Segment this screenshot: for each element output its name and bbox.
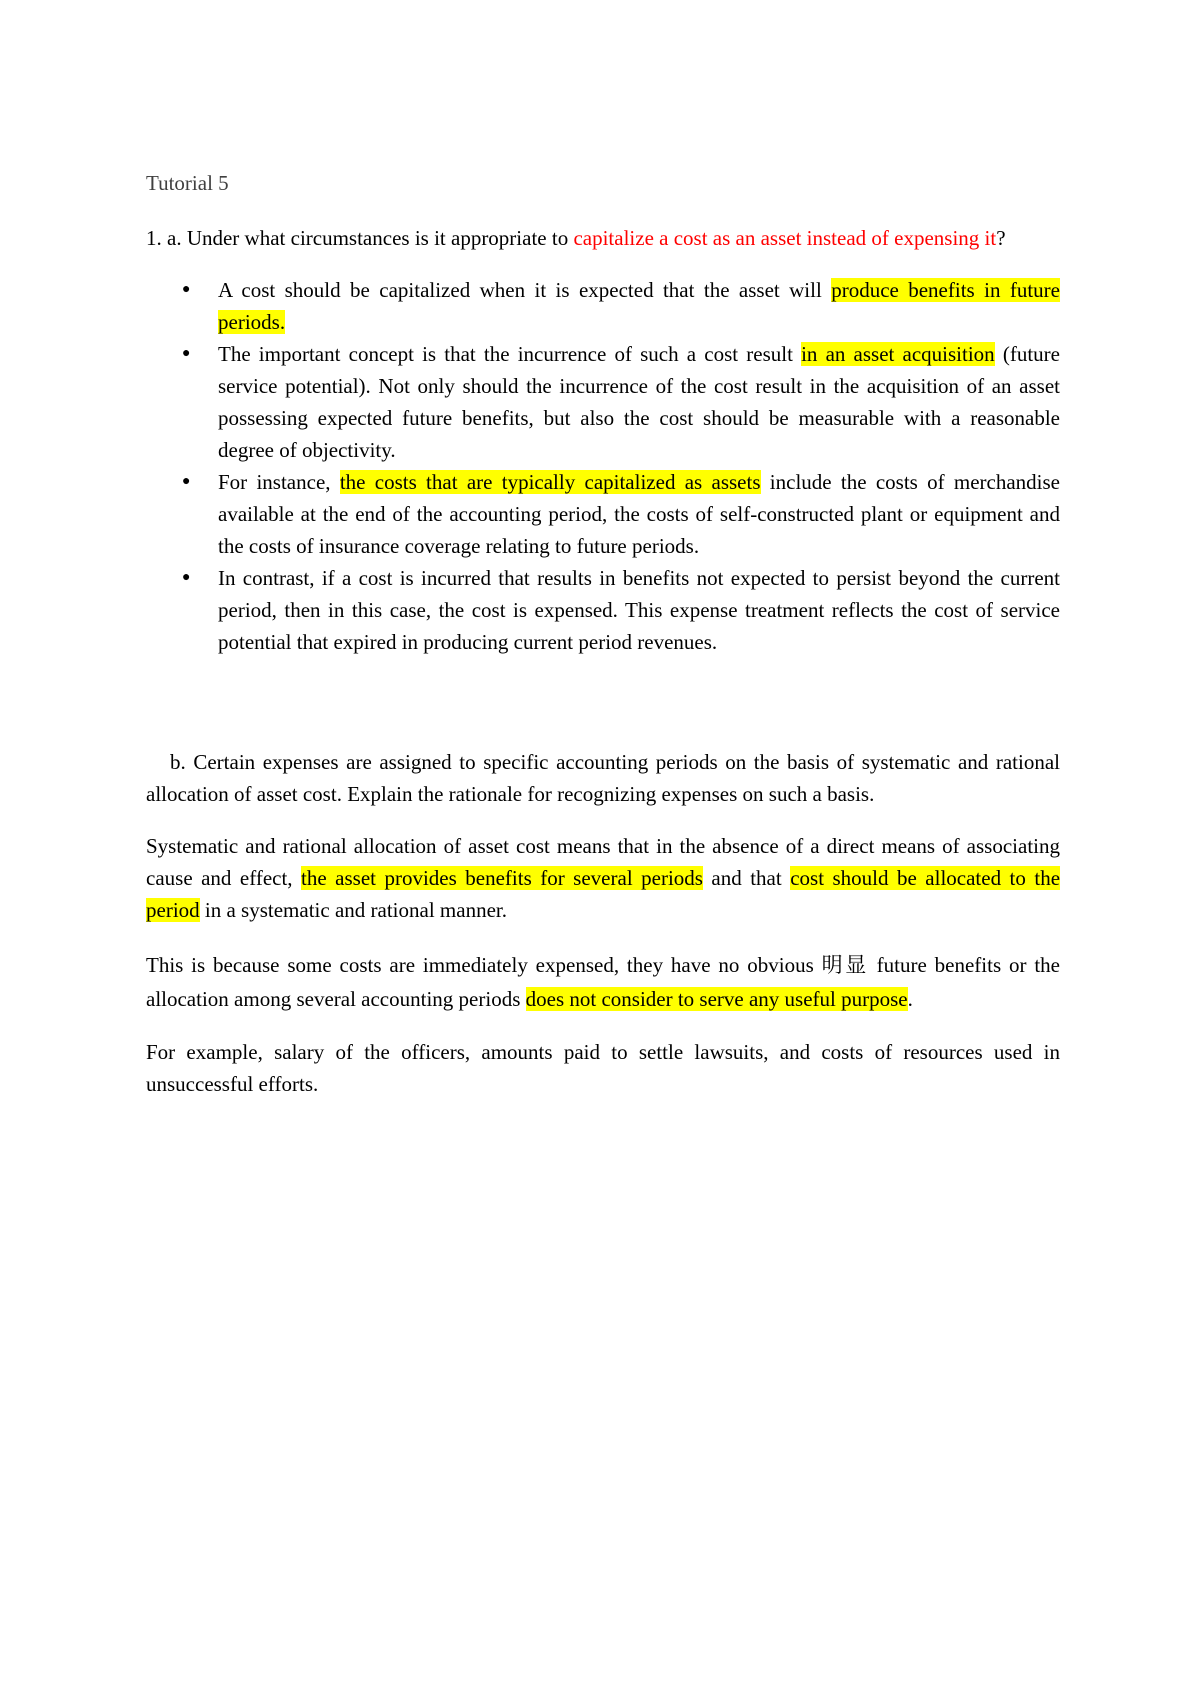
question-a-suffix: ? (996, 226, 1006, 250)
paragraph-text: Systematic and rational allocation of asset cost means that in the absence of a direct means of associating cause and effect, (146, 834, 1060, 890)
bullet-item (182, 466, 1061, 562)
highlighted-text: in an asset acquisition (801, 342, 995, 366)
bullet-icon: ● (182, 570, 191, 585)
bullet-icon: ● (182, 346, 191, 361)
question-a-prefix: 1. a. Under what circumstances is it appropriate to (146, 226, 574, 250)
highlighted-text: the asset provides benefits for several periods (301, 866, 703, 890)
bullet-item (182, 562, 1060, 658)
highlighted-text: produce benefits in future periods. (218, 278, 1060, 334)
bullet-text: (future service potential). Not only should the incurrence of the cost result in the acquisition of an asset possessing expected future benefits, but also the cost should be measurable with a reasonable degree of objectivity. (218, 342, 1060, 462)
highlighted-text: the costs that are typically capitalized as assets (339, 470, 761, 494)
paragraph-text: in a systematic and rational manner. (199, 898, 507, 922)
highlighted-text: does not consider to serve any useful purpose (525, 987, 908, 1011)
bullet-icon: ● (182, 282, 191, 297)
answer-b-paragraph-2 (146, 948, 1060, 1016)
question-b: b. Certain expenses are assigned to specific accounting periods on the basis of systematic and rational allocation of asset cost. Explain the rationale for recognizing expenses on such a basis. (146, 750, 1060, 806)
question-a-red-text: capitalize a cost as an asset instead of expensing it (573, 226, 997, 250)
bullet-text: The important concept is that the incurrence of such a cost result (218, 342, 802, 366)
bullet-item (182, 274, 1060, 338)
bullet-item (182, 338, 1060, 466)
bullet-text: For instance, (218, 470, 340, 494)
document-title: Tutorial 5 (146, 171, 229, 195)
paragraph-text: and that (702, 866, 791, 890)
bullet-text: In contrast, if a cost is incurred that results in benefits not expected to persist beyond the current period, then in this case, the cost is expensed. This expense treatment reflects the cost of service potential that expired in producing current period revenues. (218, 566, 1060, 654)
paragraph-text: This is because some costs are immediately expensed, they have no obvious 明显 future benefits or the allocation among several accounting periods (146, 953, 1060, 1011)
answer-b-paragraph-3: For example, salary of the officers, amounts paid to settle lawsuits, and costs of resources used in unsuccessful efforts. (146, 1040, 1060, 1096)
bullet-text: include the costs of merchandise available at the end of the accounting period, the costs of self-constructed plant or equipment and the costs of insurance coverage relating to future periods. (218, 470, 1061, 558)
bullet-text: A cost should be capitalized when it is expected that the asset will (218, 278, 832, 302)
question-a (146, 222, 1060, 254)
answer-b-paragraph-1 (146, 830, 1060, 926)
bullet-icon: ● (182, 474, 191, 489)
paragraph-text: . (907, 987, 913, 1011)
answer-a-bullet-list (146, 274, 1060, 658)
highlighted-text: cost should be allocated to the period (146, 866, 1061, 922)
